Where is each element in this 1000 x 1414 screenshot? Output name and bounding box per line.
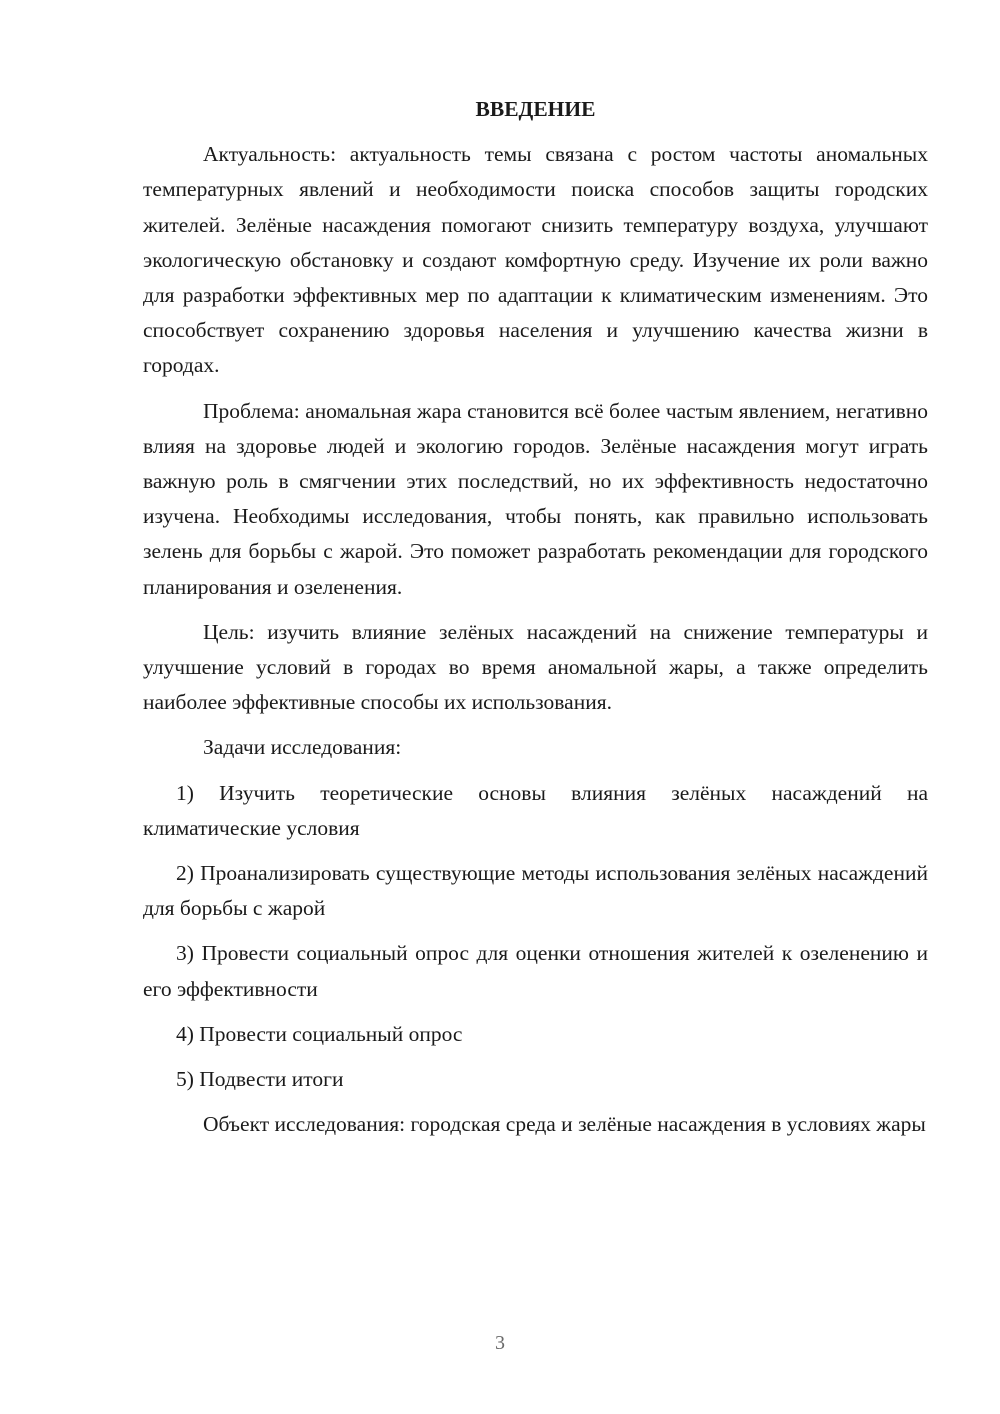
task-item-5: 5) Подвести итоги [176, 1067, 344, 1092]
paragraph-goal: Цель: изучить влияние зелёных насаждений на снижение температуры и улучшение условий в городах во время аномальной жары, а также определить наиболее эффективные способы их использования. [143, 619, 928, 715]
task-item-3: 3) Провести социальный опрос для оценки отношения жителей к озеленению и его эффективности [143, 941, 928, 1001]
paragraph-object: Объект исследования: городская среда и зелёные насаждения в условиях жары [203, 1112, 926, 1137]
document-page [143, 92, 928, 1152]
task-item-4: 4) Провести социальный опрос [176, 1021, 463, 1046]
page-number: 3 [495, 1332, 505, 1354]
task-item-1: 1) Изучить теоретические основы влияния зелёных насаждений на климатические условия [143, 780, 928, 840]
paragraph-relevance: Актуальность: актуальность темы связана с ростом частоты аномальных температурных явлений и необходимости поиска способов защиты городских жителей. Зелёные насаждения помогают снизить температуру воздуха, улучшают экологическую обстановку и создают комфортную среду. Изучение их роли важно для разработки эффективных мер по адаптации к климатическим изменениям. Это способствует сохранению здоровья населения и улучшению качества жизни в городах. [143, 142, 928, 378]
paragraph-problem: Проблема: аномальная жара становится всё более частым явлением, негативно влияя на здоровье людей и экологию городов. Зелёные насаждения могут играть важную роль в смягчении этих последствий, но их эффективность недостаточно изучена. Необходимы исследования, чтобы понять, как правильно использовать зелень для борьбы с жарой. Это поможет разработать рекомендации для городского планирования и озеленения. [143, 398, 928, 599]
task-item-2: 2) Проанализировать существующие методы использования зелёных насаждений для борьбы с жарой [143, 861, 928, 921]
page-title: ВВЕДЕНИЕ [475, 97, 596, 121]
tasks-heading: Задачи исследования: [203, 735, 402, 760]
